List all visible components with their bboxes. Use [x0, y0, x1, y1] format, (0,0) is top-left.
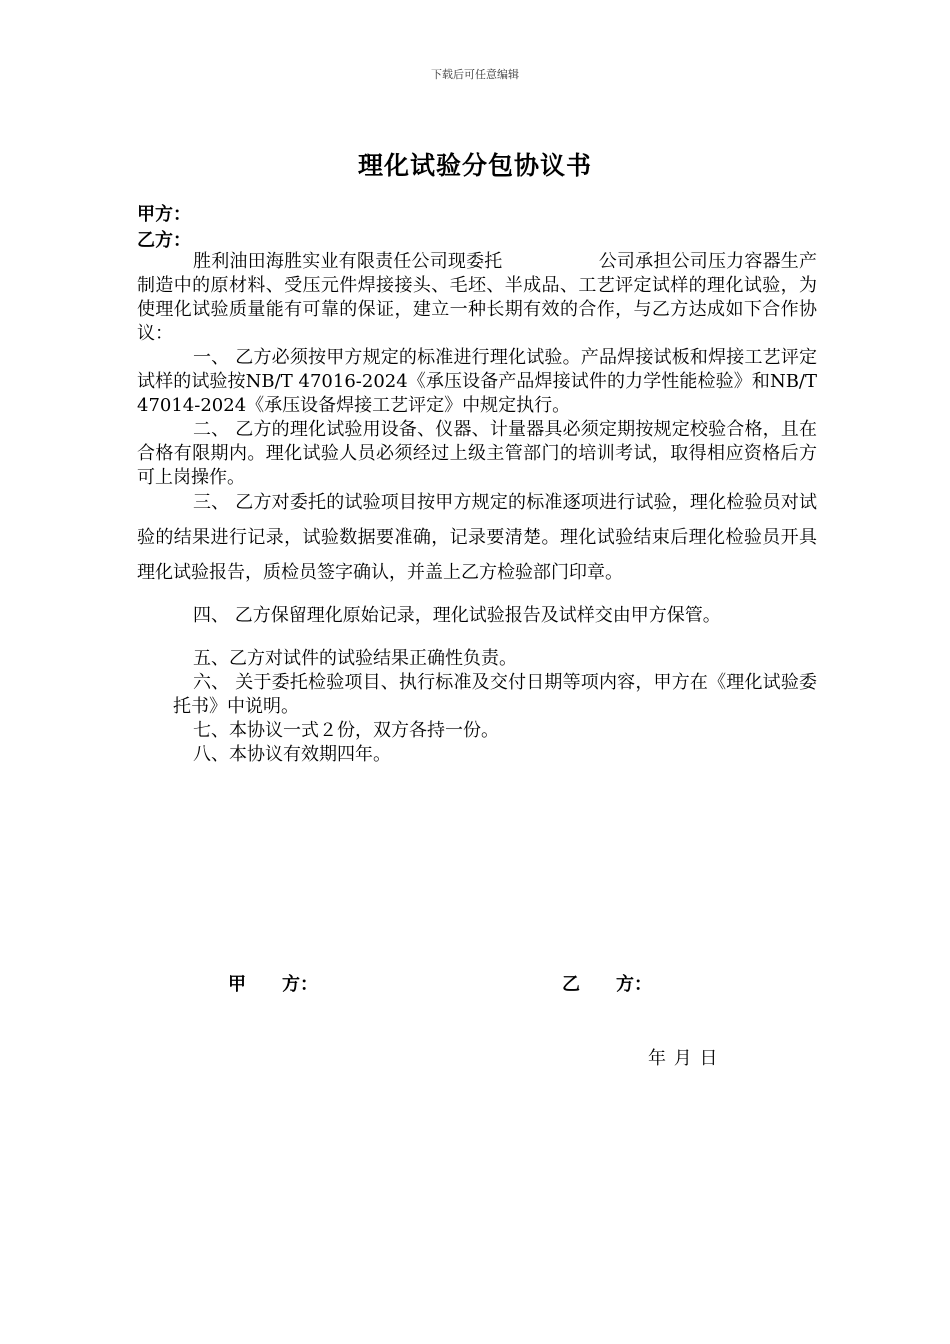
intro-part1: 胜利油田海胜实业有限责任公司现委托 — [193, 251, 503, 272]
clause-6: 六、 关于委托检验项目、执行标准及交付日期等项内容，甲方在《理化试验委托书》中说明。 — [173, 672, 817, 717]
clause-7: 七、本协议一式２份，双方各持一份。 — [193, 720, 499, 741]
intro-paragraph — [137, 250, 817, 346]
signature-date: 年 月 日 — [648, 1048, 719, 1069]
party-b-label: 乙方： — [137, 230, 191, 251]
document-title: 理化试验分包协议书 — [357, 151, 592, 180]
party-a-label: 甲方： — [137, 204, 191, 225]
clause-1: 一、 乙方必须按甲方规定的标准进行理化试验。产品焊接试板和焊接工艺评定试样的试验按NB/T 47016-2024《承压设备产品焊接试件的力学性能检验》和NB/T 47014-2024《承压设备焊接工艺评定》中规定执行。 — [137, 347, 817, 416]
clause-8: 八、本协议有效期四年。 — [193, 744, 391, 765]
header-note: 下载后可任意编辑 — [431, 68, 519, 81]
agreement-body — [137, 250, 817, 767]
signature-party-b: 乙 方： — [562, 974, 652, 995]
clause-3: 三、 乙方对委托的试验项目按甲方规定的标准逐项进行试验，理化检验员对试验的结果进行记录，试验数据要准确，记录要清楚。理化试验结束后理化检验员开具理化试验报告，质检员签字确认，并盖上乙方检验部门印章。 — [137, 492, 817, 583]
intro-part2: 公司承担 — [598, 251, 672, 272]
clause-2: 二、 乙方的理化试验用设备、仪器、计量器具必须定期按规定校验合格，且在合格有限期内。理化试验人员必须经过上级主管部门的培训考试，取得相应资格后方可上岗操作。 — [137, 419, 817, 488]
intro-rest: 公司压力容器生产制造中的原材料、受压元件焊接接头、毛坯、半成品、工艺评定试样的理化试验，为使理化试验质量能有可靠的保证，建立一种长期有效的合作，与乙方达成如下合作协议： — [137, 251, 818, 344]
clause-5: 五、乙方对试件的试验结果正确性负责。 — [193, 648, 517, 669]
signature-party-a: 甲 方： — [228, 974, 318, 995]
clause-4: 四、 乙方保留理化原始记录，理化试验报告及试样交由甲方保管。 — [193, 605, 721, 626]
